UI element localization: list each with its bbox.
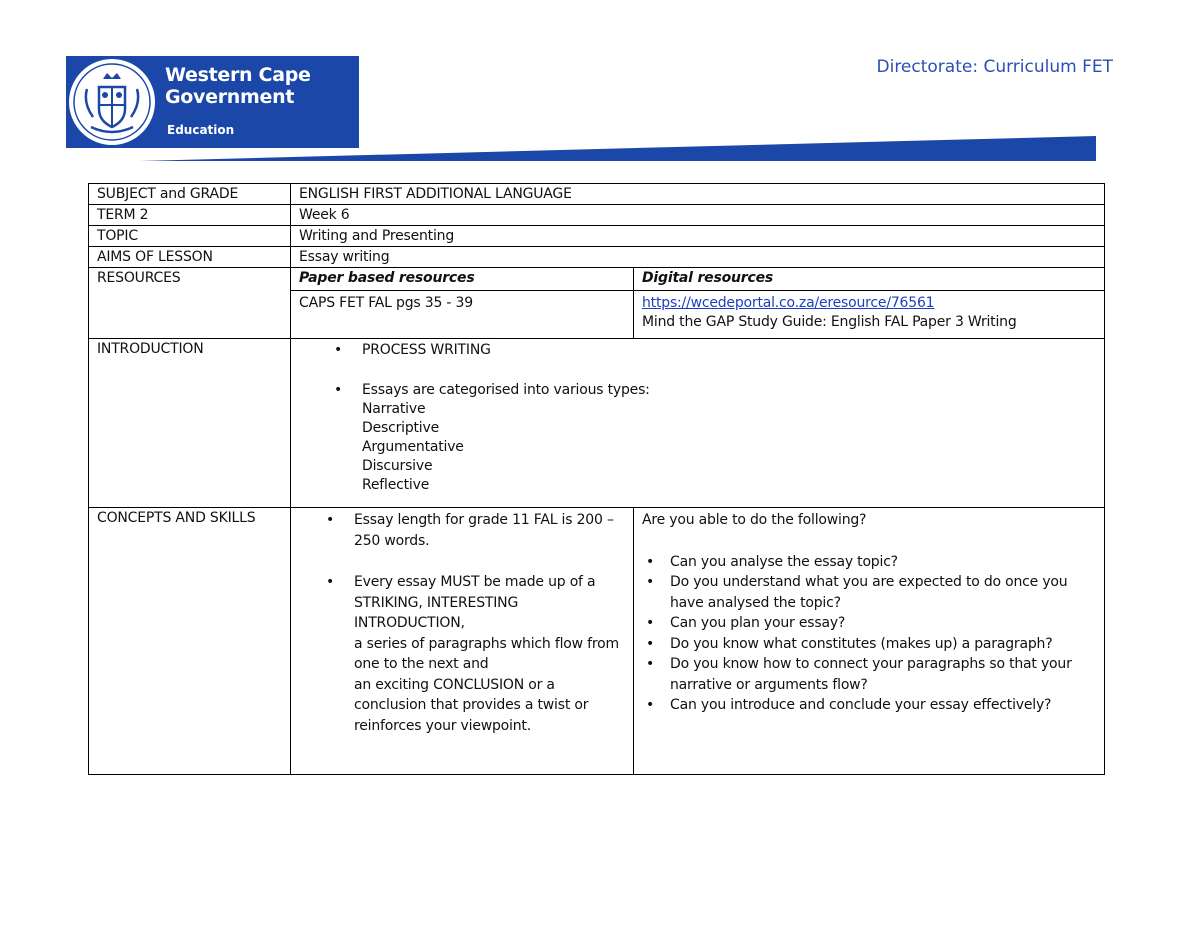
concepts-bullet-essay-structure: • Every essay MUST be made up of a STRIKING, INTERESTING INTRODUCTION, xyxy=(354,572,625,634)
study-guide-text: Mind the GAP Study Guide: English FAL Paper 3 Writing xyxy=(642,314,1017,330)
essay-type-item: Argumentative xyxy=(362,439,464,455)
lesson-plan-table xyxy=(88,183,1105,775)
paper-resources-heading: Paper based resources xyxy=(291,268,634,291)
essay-type-item: Discursive xyxy=(362,458,433,474)
aims-value: Essay writing xyxy=(291,247,1105,268)
aims-row xyxy=(89,247,1105,268)
digital-resources-cell xyxy=(634,291,1105,339)
resources-label: RESOURCES xyxy=(89,268,291,339)
question-item: • Can you plan your essay? xyxy=(670,613,1096,634)
question-item: • Can you analyse the essay topic? xyxy=(670,552,1096,573)
header-swoosh xyxy=(140,136,1098,162)
introduction-row xyxy=(89,339,1105,508)
brand-name-line2: Government xyxy=(165,86,295,108)
resources-row xyxy=(89,268,1105,291)
wcg-logo xyxy=(66,56,359,148)
concepts-bullet-essay-length: • Essay length for grade 11 FAL is 200 – 250 words. xyxy=(354,510,625,551)
intro-bullet-essay-types: • Essays are categorised into various types: xyxy=(362,381,1096,400)
term-label: TERM 2 xyxy=(89,205,291,226)
essay-type-item: Narrative xyxy=(362,401,426,417)
concepts-conclusion-text: an exciting CONCLUSION or a conclusion that provides a twist or reinforces your viewpoint. xyxy=(354,676,589,734)
question-item: • Do you know what constitutes (makes up) a paragraph? xyxy=(670,634,1096,655)
eresource-link[interactable]: https://wcedeportal.co.za/eresource/76561 xyxy=(642,295,935,311)
concepts-content xyxy=(291,508,634,775)
subject-value: ENGLISH FIRST ADDITIONAL LANGUAGE xyxy=(291,184,1105,205)
term-row xyxy=(89,205,1105,226)
subject-row xyxy=(89,184,1105,205)
question-item: • Do you understand what you are expected to do once you have analysed the topic? xyxy=(670,572,1096,613)
questions-heading: Are you able to do the following? xyxy=(642,512,867,528)
paper-resources-value: CAPS FET FAL pgs 35 - 39 xyxy=(291,291,634,339)
brand-name-line1: Western Cape xyxy=(165,64,311,86)
essay-type-item: Descriptive xyxy=(362,420,439,436)
aims-label: AIMS OF LESSON xyxy=(89,247,291,268)
questions-content xyxy=(634,508,1105,775)
term-value: Week 6 xyxy=(291,205,1105,226)
subject-label: SUBJECT and GRADE xyxy=(89,184,291,205)
concepts-paragraphs-text: a series of paragraphs which flow from one to the next and xyxy=(354,635,619,672)
brand-department: Education xyxy=(167,123,235,137)
topic-label: TOPIC xyxy=(89,226,291,247)
topic-value: Writing and Presenting xyxy=(291,226,1105,247)
concepts-label: CONCEPTS AND SKILLS xyxy=(89,508,291,775)
directorate-label: Directorate: Curriculum FET xyxy=(876,57,1113,77)
digital-resources-heading: Digital resources xyxy=(634,268,1105,291)
concepts-row xyxy=(89,508,1105,775)
intro-bullet-process-writing: • PROCESS WRITING xyxy=(362,341,1096,360)
essay-type-item: Reflective xyxy=(362,477,430,493)
topic-row xyxy=(89,226,1105,247)
introduction-content xyxy=(291,339,1105,508)
question-item: • Can you introduce and conclude your essay effectively? xyxy=(670,695,1096,716)
coat-of-arms-icon xyxy=(66,56,158,148)
introduction-label: INTRODUCTION xyxy=(89,339,291,508)
question-item: • Do you know how to connect your paragraphs so that your narrative or arguments flow? xyxy=(670,654,1096,695)
